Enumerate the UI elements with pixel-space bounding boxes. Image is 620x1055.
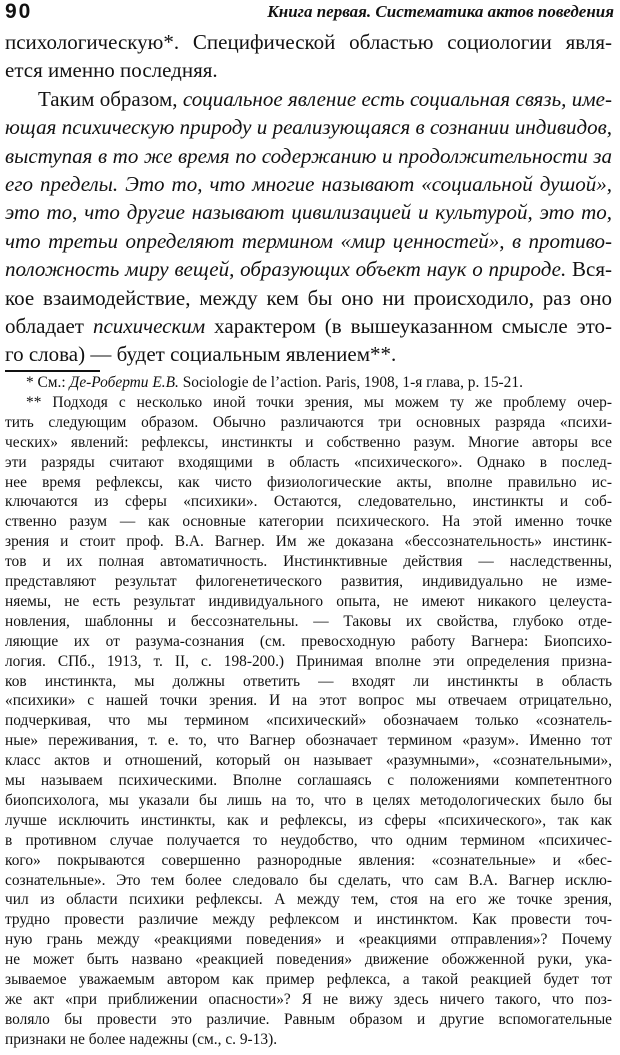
text-segment: кое взаимодействие, между кем бы оно ни происходило, раз оно <box>5 285 612 310</box>
main-text-line <box>5 312 612 342</box>
main-text-line <box>5 142 612 172</box>
running-title: Книга первая. Систематика актов поведения <box>267 2 614 21</box>
main-text-line <box>38 85 612 115</box>
footnote-line <box>5 572 612 593</box>
footnote-line <box>5 791 612 812</box>
text-segment: не может быть названо «реакцией поведения» движение обожженной руки, ука- <box>5 951 612 969</box>
text-segment: зываемое уважаемым автором как пример рефлекса, а такой реакцией будет тот <box>5 971 612 988</box>
italic-text: ющая психическую природу и реализующаяся в сознании индивидов, <box>5 115 612 140</box>
footnote-line <box>5 652 612 673</box>
main-text-line <box>5 170 612 200</box>
footnote-line <box>5 512 612 533</box>
text-segment: новления, шаблонны и бессознательны. — Таковы их свойства, глубоко отде- <box>5 612 612 630</box>
main-text-line <box>5 56 612 86</box>
text-segment: ственно разум — как основные категории психического. На этой именно точке <box>5 513 612 531</box>
text-segment: лучше исключить инстинкты, как и рефлексы, из сферы «психического», так как <box>5 811 612 829</box>
italic-text: психическим <box>92 314 206 338</box>
footnote-line <box>5 592 612 613</box>
footnote-line <box>5 691 612 712</box>
italic-text: его пределы. Это то, что многие называют «социальной душой», <box>5 172 612 196</box>
text-segment: нее время рефлексы, как чисто физиологические акты, вполне правильно ис- <box>5 473 612 491</box>
text-segment: няемы, не есть результат индивидуального опыта, не имеют никакого целеуста- <box>5 592 612 610</box>
text-segment: тов и их полная автоматичность. Инстинктивные действия — наследственны, <box>5 553 612 571</box>
footnote-line <box>5 771 612 792</box>
text-segment: эти разряды считают входящими в область «психического». Однако в послед- <box>5 453 612 471</box>
main-text-line <box>5 227 612 257</box>
footnote-line <box>5 453 612 474</box>
footnote-line <box>5 910 612 931</box>
text-segment: характером (в вышеуказанном смысле это- <box>205 314 612 338</box>
footnote-line <box>5 751 612 772</box>
text-segment: тить следующим образом. Обычно различаются три основных разряда «психи- <box>5 413 612 431</box>
italic-text: Де-Роберти Е.В. <box>69 374 179 391</box>
footnote-line <box>5 871 612 892</box>
footnote-line <box>5 990 612 1011</box>
footnote-line <box>5 890 612 911</box>
text-segment: ляющие их от разума-сознания (см. превосходную работу Вагнера: Биопсихо- <box>5 632 612 650</box>
footnote-line <box>5 1010 612 1031</box>
text-segment: кого» покрываются совершенно разнородные явления: «сознательные» и «бес- <box>5 851 612 869</box>
text-segment: ные» переживания, т. е. то, что Вагнер обозначает термином «разум». Именно тот <box>5 732 612 750</box>
main-text-line <box>5 198 612 228</box>
footnote-line <box>5 930 612 951</box>
text-segment: психологическую*. Специфической областью социологии явля- <box>5 30 612 54</box>
footnote-line <box>5 433 612 454</box>
text-segment: представляют результат филогенетического развития, индивидуально не изме- <box>5 573 612 590</box>
footnote-line <box>5 632 612 653</box>
main-text-line <box>5 28 612 58</box>
italic-text: это то, что другие называют цивилизацией и культурой, это то, <box>5 200 612 225</box>
footnote-divider <box>5 370 100 372</box>
footnote-line <box>5 950 612 971</box>
footnote-line <box>5 1030 612 1051</box>
italic-text: что третьи определяют термином «мир ценностей», в противо- <box>5 228 612 253</box>
footnote-line <box>5 731 612 752</box>
text-segment: Таким образом, <box>38 86 183 111</box>
footnote-line <box>5 811 612 832</box>
main-text-line <box>5 340 612 370</box>
italic-text: социальное явление есть социальная связь, име- <box>182 86 612 111</box>
text-segment: го слова) — будет социальным явлением**. <box>5 342 397 367</box>
text-segment: класс актов и отношений, который он называет «разумными», «сознательными», <box>5 752 612 770</box>
footnote-line <box>5 473 612 494</box>
text-segment: ** Подходя с несколько иной точки зрения, мы можем ту же проблему очер- <box>26 393 612 411</box>
footnote-line <box>5 532 612 553</box>
footnote-line <box>5 711 612 732</box>
text-segment: ключаются из сферы «психики». Остаются, следовательно, инстинкты и соб- <box>5 493 612 511</box>
text-segment: чил из области психики рефлексы. А между тем, стоя на его же точке зрения, <box>5 891 612 909</box>
main-text-line <box>5 113 612 143</box>
page-number: 90 <box>5 0 33 23</box>
text-segment: ков инстинкта, мы должны ответить — входят ли инстинкты в область <box>5 672 612 690</box>
text-segment: обладает <box>5 314 93 338</box>
footnote-line <box>26 393 612 414</box>
italic-text: положность миру вещей, образующих объект наук о природе. <box>5 257 567 282</box>
footnote-line <box>26 373 612 394</box>
main-text-line <box>5 284 612 314</box>
text-segment: * См.: <box>26 374 70 391</box>
text-segment: биопсихолога, мы указали бы лишь на то, что в целях методологических было бы <box>5 791 612 809</box>
text-segment: «психики» с нашей точки зрения. И на этот вопрос мы отвечаем отрицательно, <box>5 692 612 710</box>
text-segment: в противном случае получается то неудобство, что одним термином «психичес- <box>5 831 612 849</box>
text-segment: подчеркивая, что мы термином «психический» обозначаем только «сознатель- <box>5 712 612 730</box>
footnote-line <box>5 970 612 991</box>
text-segment: трудно провести различие между рефлексом и инстинктом. Как провести точ- <box>5 911 612 929</box>
text-segment: мы называем психическими. Вполне соглашаясь с положениями компетентного <box>5 772 612 789</box>
footnote-line <box>5 831 612 852</box>
text-segment: сознательные». Это тем более следовало бы сделать, что сам В.А. Вагнер исклю- <box>5 871 612 889</box>
italic-text: выступая в то же время по содержанию и продолжительности за <box>5 143 612 168</box>
main-text-line <box>5 255 612 285</box>
footnote-line <box>5 851 612 872</box>
footnote-line <box>5 672 612 693</box>
text-segment: Вся- <box>566 257 612 282</box>
text-segment: ную грань между «реакциями поведения» и «реакциями отправления»? Почему <box>5 931 612 949</box>
text-segment: воляло бы провести это различие. Равным образом и другие вспомогательные <box>5 1010 612 1028</box>
text-segment: признаки не более надежны (см., с. 9-13). <box>5 1030 278 1048</box>
footnote-line <box>5 492 612 513</box>
text-segment: ется именно последняя. <box>5 58 218 83</box>
footnote-line <box>5 413 612 434</box>
footnote-line <box>5 552 612 573</box>
text-segment: логия. СПб., 1913, т. II, с. 198-200.) Принимая вполне эти определения призна- <box>5 652 612 670</box>
text-segment: ческих» явлений: рефлексы, инстинкты и собственно разум. Многие авторы все <box>5 433 612 451</box>
text-segment: зрения и стоит проф. В.А. Вагнер. Им же доказана «бессознательность» инстинк- <box>5 533 612 551</box>
text-segment: Sociologie de l’action. Paris, 1908, 1-я глава, p. 15-21. <box>178 374 523 391</box>
text-segment: же акт «при приближении опасности»? Я не вижу здесь ничего такого, что поз- <box>5 990 612 1008</box>
footnote-line <box>5 612 612 633</box>
